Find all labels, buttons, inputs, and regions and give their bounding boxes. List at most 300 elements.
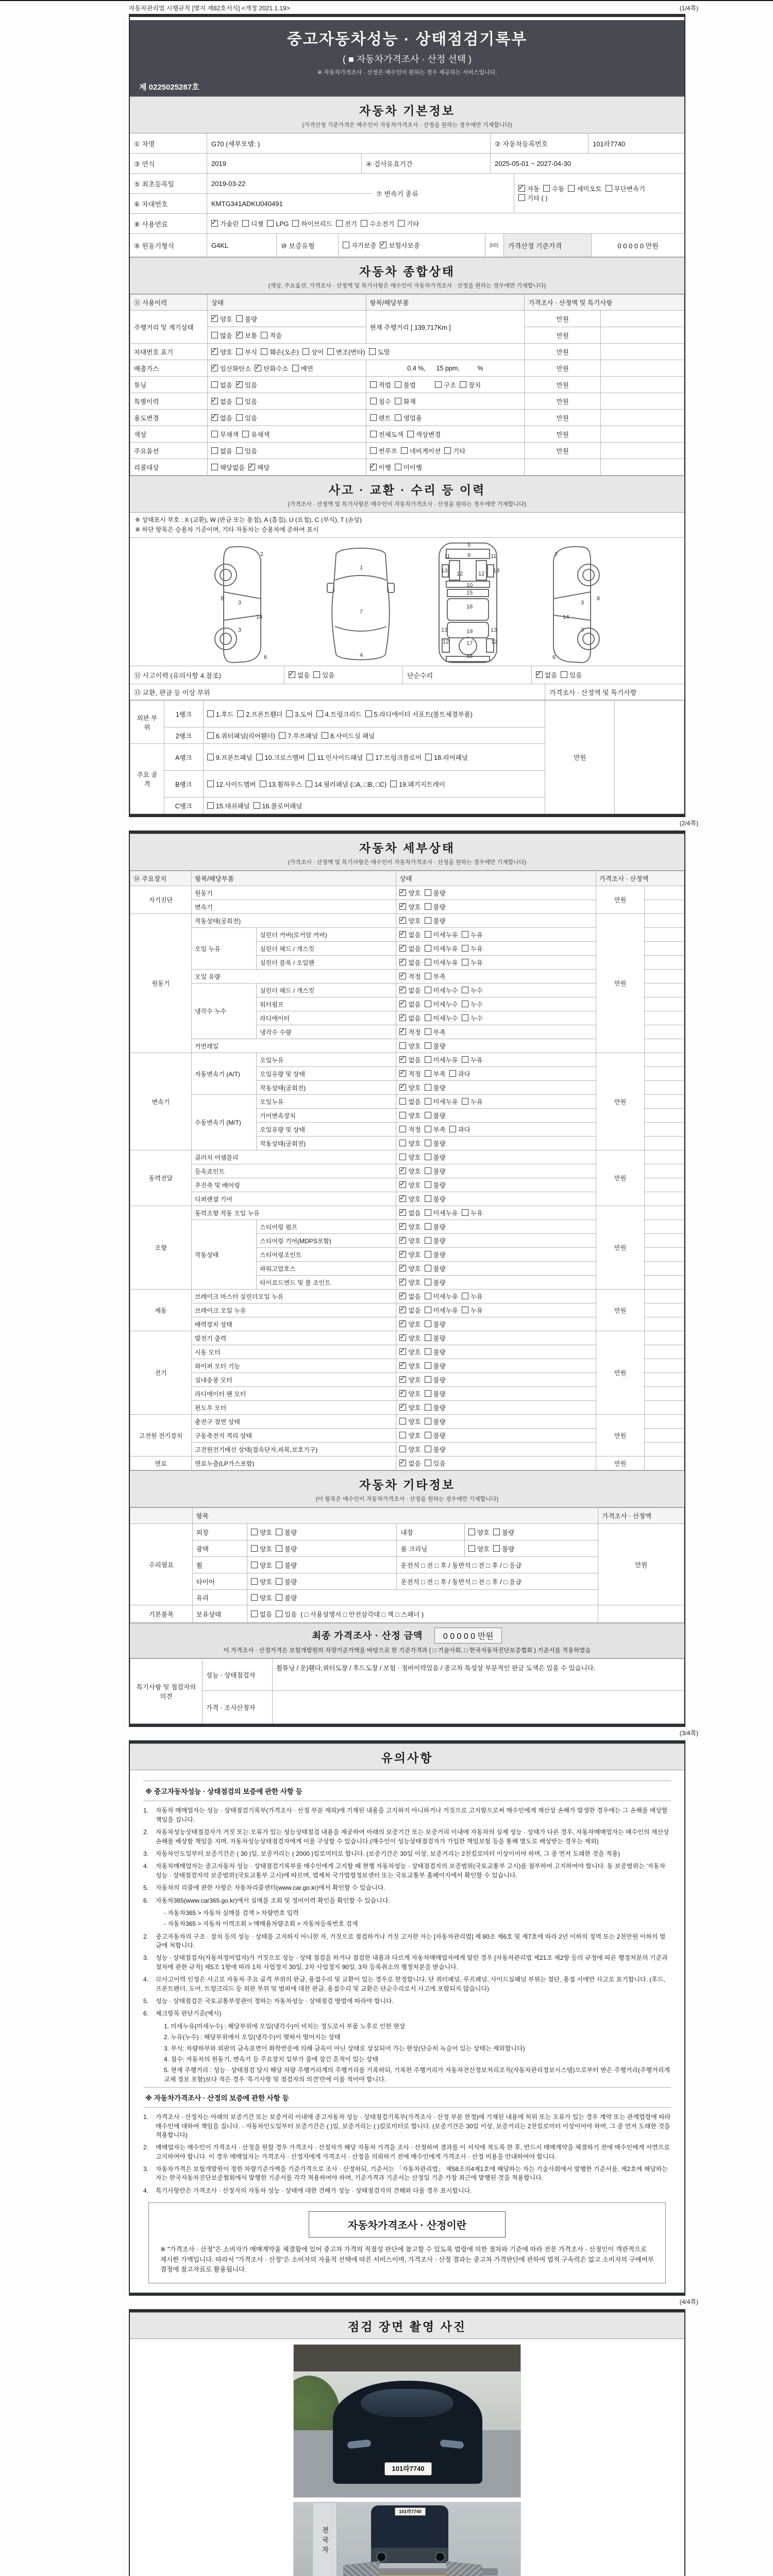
checkbox[interactable] — [361, 220, 367, 227]
checkbox[interactable] — [242, 220, 249, 227]
checkbox[interactable] — [425, 1181, 431, 1188]
checkbox[interactable] — [444, 447, 451, 454]
checkbox[interactable] — [399, 889, 406, 896]
checkbox-option — [261, 331, 282, 340]
checkbox[interactable] — [390, 781, 397, 787]
item-number: 2. — [143, 1933, 149, 1940]
checkbox[interactable] — [425, 1056, 431, 1063]
checkbox[interactable] — [462, 1209, 468, 1216]
warranty-options — [339, 234, 485, 257]
checkbox[interactable] — [561, 671, 567, 678]
checkbox-option — [536, 670, 557, 680]
checkbox[interactable] — [399, 1446, 406, 1452]
checkbox[interactable] — [425, 917, 431, 924]
checkbox[interactable] — [425, 1376, 431, 1383]
checkbox[interactable] — [399, 1418, 406, 1425]
checkbox[interactable] — [425, 1223, 431, 1230]
checkbox[interactable] — [568, 185, 575, 192]
checkbox[interactable] — [462, 1293, 468, 1299]
recall-options — [207, 459, 366, 476]
checkbox[interactable] — [425, 1390, 431, 1397]
checkbox-label: 적음 — [270, 332, 282, 340]
checkbox-label: 15.대쉬패널 — [215, 802, 250, 810]
checkbox[interactable] — [399, 1432, 406, 1438]
checkbox-label: 불량 — [433, 1432, 446, 1440]
checkbox[interactable] — [236, 348, 243, 355]
checkbox[interactable] — [279, 732, 285, 739]
checkbox[interactable] — [399, 1460, 406, 1466]
checkbox[interactable] — [425, 973, 431, 979]
checkbox[interactable] — [369, 348, 376, 355]
checkbox[interactable] — [254, 802, 260, 809]
checkbox[interactable] — [425, 959, 431, 965]
checkbox[interactable] — [425, 889, 431, 896]
checkbox-option — [425, 1445, 446, 1454]
checkbox[interactable] — [207, 732, 214, 739]
checkbox[interactable] — [207, 802, 214, 809]
diagram-part-number: 18 — [466, 653, 473, 660]
checkbox[interactable] — [211, 365, 218, 371]
checkbox[interactable] — [316, 710, 323, 717]
checkbox[interactable] — [425, 1334, 431, 1341]
checkbox[interactable] — [370, 447, 377, 454]
checkbox[interactable] — [399, 1376, 406, 1383]
wheel-options — [247, 1557, 397, 1573]
checkbox[interactable] — [261, 332, 267, 338]
checkbox-option — [370, 430, 404, 439]
checkbox[interactable] — [261, 348, 267, 355]
checkbox[interactable] — [399, 917, 406, 924]
checkbox[interactable] — [462, 1014, 468, 1021]
checkbox[interactable] — [518, 185, 525, 192]
checkbox[interactable] — [425, 1237, 431, 1244]
section-accident-title: 사고 · 교환 · 수리 등 이력 — [328, 483, 486, 497]
item-text: 자동차 매매업자는 성능 · 상태점검기록부(가격조사 · 산정 부분 제외)에 기재된 내용을 고지하지 아니하거나 거짓으로 고지함으로써 매수인에게 재산상 손해가 발생한 경우에는 그 손해를 배상할 책임을 집니다. — [156, 1807, 668, 1823]
rank2-label: 2랭크 — [164, 727, 203, 744]
checkbox[interactable] — [251, 1611, 258, 1617]
checkbox[interactable] — [462, 1056, 468, 1063]
checkbox[interactable] — [399, 1223, 406, 1230]
checkbox[interactable] — [370, 414, 377, 421]
checkbox[interactable] — [395, 398, 401, 404]
status-options — [396, 1164, 596, 1178]
recall-done-options — [366, 459, 525, 476]
checkbox[interactable] — [399, 1195, 406, 1202]
checkbox-option — [425, 916, 446, 925]
checkbox[interactable] — [399, 903, 406, 910]
checkbox-label: 양호 — [408, 1279, 421, 1287]
diagram-part-number: 19 — [466, 629, 473, 635]
checkbox[interactable] — [211, 381, 218, 388]
checkbox[interactable] — [313, 671, 320, 678]
checkbox-option — [449, 1069, 470, 1078]
checkbox[interactable] — [399, 973, 406, 979]
checkbox[interactable] — [425, 1446, 431, 1452]
checkbox-label: 불량 — [244, 315, 258, 323]
checkbox[interactable] — [236, 315, 243, 322]
checkbox[interactable] — [207, 781, 214, 787]
remark-cell — [645, 1387, 684, 1401]
checkbox[interactable] — [449, 1126, 456, 1132]
checkbox-option — [493, 1528, 514, 1537]
checkbox[interactable] — [425, 1001, 431, 1007]
checkbox[interactable] — [308, 754, 315, 760]
item-number: 3. — [143, 1850, 149, 1857]
checkbox[interactable] — [462, 931, 468, 938]
checkbox[interactable] — [370, 381, 377, 388]
checkbox[interactable] — [370, 464, 377, 470]
table-row — [130, 1605, 684, 1623]
checkbox[interactable] — [462, 1098, 468, 1105]
checkbox-option — [425, 1278, 446, 1287]
checkbox-option — [425, 1083, 446, 1092]
checkbox[interactable] — [322, 732, 328, 739]
checkbox[interactable] — [425, 931, 431, 938]
checkbox[interactable] — [399, 1028, 406, 1035]
checkbox[interactable] — [425, 1279, 431, 1285]
checkbox[interactable] — [543, 185, 550, 192]
checkbox[interactable] — [399, 1140, 406, 1146]
checkbox[interactable] — [425, 1404, 431, 1411]
checkbox-label: 미세누수 — [433, 1015, 458, 1023]
checkbox[interactable] — [303, 348, 309, 355]
checkbox[interactable] — [399, 1098, 406, 1105]
checkbox[interactable] — [425, 1432, 431, 1438]
item-number: 1. — [143, 1807, 149, 1815]
checkbox-label: 적정 — [408, 1029, 421, 1037]
checkbox[interactable] — [276, 1545, 282, 1552]
price-cell: 만원 — [525, 311, 601, 327]
part-label: 오일누유 — [257, 1095, 396, 1109]
checkbox-label: 양호 — [408, 1182, 421, 1190]
status-options — [396, 1206, 596, 1220]
checkbox[interactable] — [399, 1001, 406, 1007]
checkbox[interactable] — [236, 381, 243, 388]
checkbox[interactable] — [398, 220, 405, 227]
checkbox[interactable] — [435, 381, 442, 388]
checkbox[interactable] — [370, 398, 377, 404]
checkbox-label: 양호 — [259, 1594, 273, 1602]
section-etc-subtitle: (이 항목은 매수인이 자동차가격조사 · 산정을 원하는 경우에만 기재합니다) — [315, 1496, 499, 1503]
notice-item — [143, 2113, 671, 2140]
checkbox[interactable] — [399, 1307, 406, 1313]
part-label: 시동 모터 — [191, 1345, 396, 1359]
checkbox[interactable] — [399, 1279, 406, 1285]
checkbox[interactable] — [211, 414, 218, 421]
checkbox[interactable] — [425, 903, 431, 910]
checkbox[interactable] — [395, 414, 401, 421]
checkbox-label: 양호 — [408, 918, 421, 925]
checkbox[interactable] — [399, 1209, 406, 1216]
checkbox[interactable] — [211, 332, 218, 338]
checkbox[interactable] — [276, 1594, 282, 1601]
checkbox[interactable] — [425, 1348, 431, 1355]
item-number: 6. — [143, 2010, 149, 2018]
status-options — [396, 1387, 596, 1401]
checkbox[interactable] — [211, 220, 218, 227]
checkbox[interactable] — [399, 1404, 406, 1411]
checkbox[interactable] — [399, 1154, 406, 1160]
checkbox[interactable] — [425, 1307, 431, 1313]
tire-label: 타이어 — [192, 1573, 247, 1590]
checkbox-label: 양호 — [408, 1349, 421, 1357]
checkbox[interactable] — [276, 1578, 282, 1585]
part-label: 스티어링 기어(MDPS포함) — [257, 1234, 396, 1248]
checkbox[interactable] — [536, 671, 543, 678]
document-note: ※ 자동차가격조사 · 산정은 매수인이 원하는 경우 제공하는 서비스입니다. — [317, 70, 497, 76]
checkbox[interactable] — [399, 1181, 406, 1188]
checkbox-option — [561, 670, 582, 680]
notice-item — [143, 1997, 671, 2006]
checkbox[interactable] — [425, 945, 431, 952]
checkbox-label: 없음 — [408, 1001, 421, 1009]
item-number: 3. — [143, 2165, 149, 2173]
checkbox[interactable] — [399, 1237, 406, 1244]
checkbox[interactable] — [399, 1265, 406, 1272]
checkbox[interactable] — [425, 1070, 431, 1077]
section-overall-subtitle: (색상, 주요옵션, 가격조사 · 산정액 및 특기사항은 매수인이 자동차가격조사 · 산정을 원하는 경우에만 기재합니다) — [268, 283, 546, 289]
checkbox[interactable] — [399, 931, 406, 938]
checkbox[interactable] — [399, 1112, 406, 1118]
checkbox[interactable] — [399, 1348, 406, 1355]
notice-item — [143, 2143, 671, 2161]
checkbox[interactable] — [267, 220, 274, 227]
checkbox[interactable] — [425, 1195, 431, 1202]
checkbox[interactable] — [425, 1098, 431, 1105]
checkbox[interactable] — [251, 1562, 258, 1568]
field-engine-type-label: ⑨ 원동기형식 — [130, 234, 207, 257]
checkbox[interactable] — [366, 754, 373, 760]
exterior-label: 외장 — [192, 1524, 247, 1540]
checkbox-label: 전체도색 — [378, 431, 404, 438]
price-cell: 만원 — [525, 327, 601, 344]
checkbox-option — [606, 184, 645, 193]
checkbox[interactable] — [276, 1562, 282, 1568]
checkbox-label: 자동 — [527, 185, 540, 193]
checkbox[interactable] — [462, 1001, 468, 1007]
checkbox[interactable] — [425, 1126, 431, 1132]
checkbox[interactable] — [276, 1529, 282, 1535]
checkbox[interactable] — [518, 194, 525, 201]
checkbox-option — [255, 364, 288, 373]
checkbox[interactable] — [425, 1014, 431, 1021]
checkbox[interactable] — [462, 987, 468, 993]
checkbox[interactable] — [211, 315, 218, 322]
checkbox[interactable] — [425, 1154, 431, 1160]
usage-change-options — [207, 410, 366, 426]
checkbox[interactable] — [211, 398, 218, 404]
price-cell: 만원 — [525, 377, 601, 393]
checkbox[interactable] — [292, 220, 299, 227]
checkbox[interactable] — [425, 1140, 431, 1146]
checkbox[interactable] — [399, 1390, 406, 1397]
checkbox[interactable] — [237, 710, 244, 717]
checkbox-label: 있음 — [569, 672, 582, 680]
checkbox[interactable] — [306, 781, 312, 787]
checkbox-label: 16.플로어패널 — [262, 802, 303, 810]
checkbox[interactable] — [425, 1460, 431, 1466]
checkbox[interactable] — [336, 220, 343, 227]
checkbox-option — [251, 1577, 272, 1586]
remark-cell — [645, 1011, 684, 1025]
checkbox[interactable] — [449, 1070, 456, 1077]
remark-cell — [645, 1053, 684, 1067]
checkbox[interactable] — [460, 381, 466, 388]
checkbox[interactable] — [370, 431, 377, 437]
checkbox-label: 양호 — [259, 1545, 273, 1553]
diagram-part-number: 6 — [264, 654, 267, 661]
checkbox[interactable] — [401, 447, 408, 454]
remark-cell — [645, 984, 684, 997]
checkbox[interactable] — [425, 987, 431, 993]
checkbox[interactable] — [606, 185, 612, 192]
checkbox[interactable] — [251, 1578, 258, 1585]
car-damage-diagram — [130, 538, 684, 666]
checkbox[interactable] — [425, 1084, 431, 1091]
checkbox[interactable] — [425, 1251, 431, 1258]
checkbox[interactable] — [207, 754, 214, 760]
checkbox[interactable] — [236, 414, 243, 421]
checkbox-label: 양호 — [408, 1446, 421, 1454]
checkbox-option — [425, 1222, 446, 1231]
checkbox[interactable] — [327, 348, 334, 355]
section-overall-header — [130, 257, 684, 294]
checkbox[interactable] — [395, 381, 401, 388]
checkbox[interactable] — [425, 1167, 431, 1174]
checkbox[interactable] — [255, 365, 261, 371]
checkbox[interactable] — [365, 710, 372, 717]
checkbox-option — [462, 1292, 483, 1301]
canopy-shape — [294, 2345, 520, 2371]
diagram-part-number: 10 — [466, 582, 473, 589]
checkbox[interactable] — [425, 1362, 431, 1369]
item-text: 체크항목 판단기준(예시) — [156, 2010, 222, 2018]
item-number: 5. — [143, 1997, 149, 2005]
checkbox[interactable] — [251, 1545, 258, 1552]
field-reg-no-label: ② 자동차등록번호 — [491, 133, 589, 153]
checkbox-option — [308, 753, 363, 762]
checkbox[interactable] — [399, 1070, 406, 1077]
checkbox[interactable] — [343, 242, 349, 248]
checkbox[interactable] — [399, 945, 406, 952]
checkbox-option — [276, 1528, 297, 1537]
checkbox[interactable] — [468, 1529, 475, 1535]
checkbox[interactable] — [211, 348, 218, 355]
table-row — [130, 914, 684, 928]
checkbox[interactable] — [286, 710, 293, 717]
checkbox[interactable] — [399, 1362, 406, 1369]
diagram-part-number: 2 — [260, 551, 264, 558]
table-row — [130, 1206, 684, 1220]
checkbox[interactable] — [399, 987, 406, 993]
checkbox[interactable] — [425, 1112, 431, 1118]
checkbox[interactable] — [425, 1028, 431, 1035]
remark-cell — [645, 1331, 684, 1345]
checkbox-option — [493, 1544, 514, 1553]
checkbox[interactable] — [399, 1251, 406, 1258]
checkbox-label: 보험사보증 — [389, 242, 420, 249]
checkbox[interactable] — [468, 1545, 475, 1552]
checkbox[interactable] — [211, 464, 218, 470]
checkbox[interactable] — [292, 365, 299, 371]
status-options — [396, 997, 596, 1011]
checkbox[interactable] — [236, 447, 243, 454]
checkbox[interactable] — [207, 710, 214, 717]
checkbox[interactable] — [399, 1084, 406, 1091]
remark-cell — [645, 970, 684, 984]
part-label: 고전원전기배선 상태(접속단자,피복,보호기구) — [191, 1443, 396, 1456]
checkbox[interactable] — [399, 1320, 406, 1327]
checkbox[interactable] — [251, 1594, 258, 1601]
checkbox[interactable] — [493, 1545, 500, 1552]
checkbox-label: 부족 — [433, 973, 446, 981]
item-number: 2. — [143, 1828, 149, 1836]
checkbox[interactable] — [236, 398, 243, 404]
checkbox[interactable] — [399, 1167, 406, 1174]
checkbox[interactable] — [462, 945, 468, 952]
vin-marking-label: 차대번호 표기 — [130, 344, 208, 360]
checkbox[interactable] — [211, 431, 218, 437]
remark-cell — [645, 1220, 684, 1234]
checkbox[interactable] — [248, 464, 255, 470]
checkbox[interactable] — [260, 781, 266, 787]
checkbox-label: 불법 — [403, 381, 416, 389]
notice-item — [143, 1884, 671, 1892]
checkbox[interactable] — [399, 1126, 406, 1132]
checkbox-option — [399, 930, 421, 939]
checkbox-label: 기타 — [453, 447, 466, 455]
checkbox[interactable] — [399, 1056, 406, 1063]
checkbox[interactable] — [425, 1320, 431, 1327]
checkbox[interactable] — [211, 447, 218, 454]
checkbox-option — [399, 1111, 421, 1120]
checkbox[interactable] — [256, 754, 263, 760]
notice-item — [143, 1933, 671, 1951]
checkbox[interactable] — [425, 1418, 431, 1425]
checkbox[interactable] — [242, 431, 249, 437]
checkbox[interactable] — [425, 1209, 431, 1216]
checkbox[interactable] — [425, 754, 432, 760]
checkbox-option — [251, 1561, 272, 1570]
checkbox[interactable] — [425, 1293, 431, 1299]
checkbox[interactable] — [399, 959, 406, 965]
inspector-role-label: 성능 · 상태점검자 — [202, 1659, 272, 1691]
checkbox[interactable] — [380, 242, 386, 248]
checkbox-label: 불량 — [433, 1446, 446, 1454]
status-options — [396, 942, 596, 956]
mileage-label: 주행거리 및 계기상태 — [130, 311, 208, 344]
checkbox[interactable] — [289, 671, 295, 678]
checkbox[interactable] — [251, 1529, 258, 1535]
checkbox[interactable] — [395, 464, 401, 470]
checkbox[interactable] — [407, 431, 414, 437]
tire-position-text: 운전석 □ 전 □ 후 / 동반석 □ 전 □ 후 / □ 응급 — [397, 1573, 598, 1590]
checkbox[interactable] — [399, 1014, 406, 1021]
col-price-remarks: 가격조사 · 산정액 및 특기사항 — [525, 295, 684, 311]
checkbox[interactable] — [399, 1293, 406, 1299]
checkbox[interactable] — [462, 1307, 468, 1313]
checkbox-label: 양호 — [259, 1578, 273, 1586]
simple-repair-options — [532, 666, 684, 684]
checkbox[interactable] — [425, 1042, 431, 1049]
checkbox[interactable] — [425, 1265, 431, 1272]
checkbox[interactable] — [462, 959, 468, 965]
checkbox[interactable] — [493, 1529, 500, 1535]
checkbox[interactable] — [236, 332, 243, 338]
checkbox[interactable] — [276, 1611, 282, 1617]
checkbox[interactable] — [399, 1042, 406, 1049]
checkbox[interactable] — [399, 1334, 406, 1341]
